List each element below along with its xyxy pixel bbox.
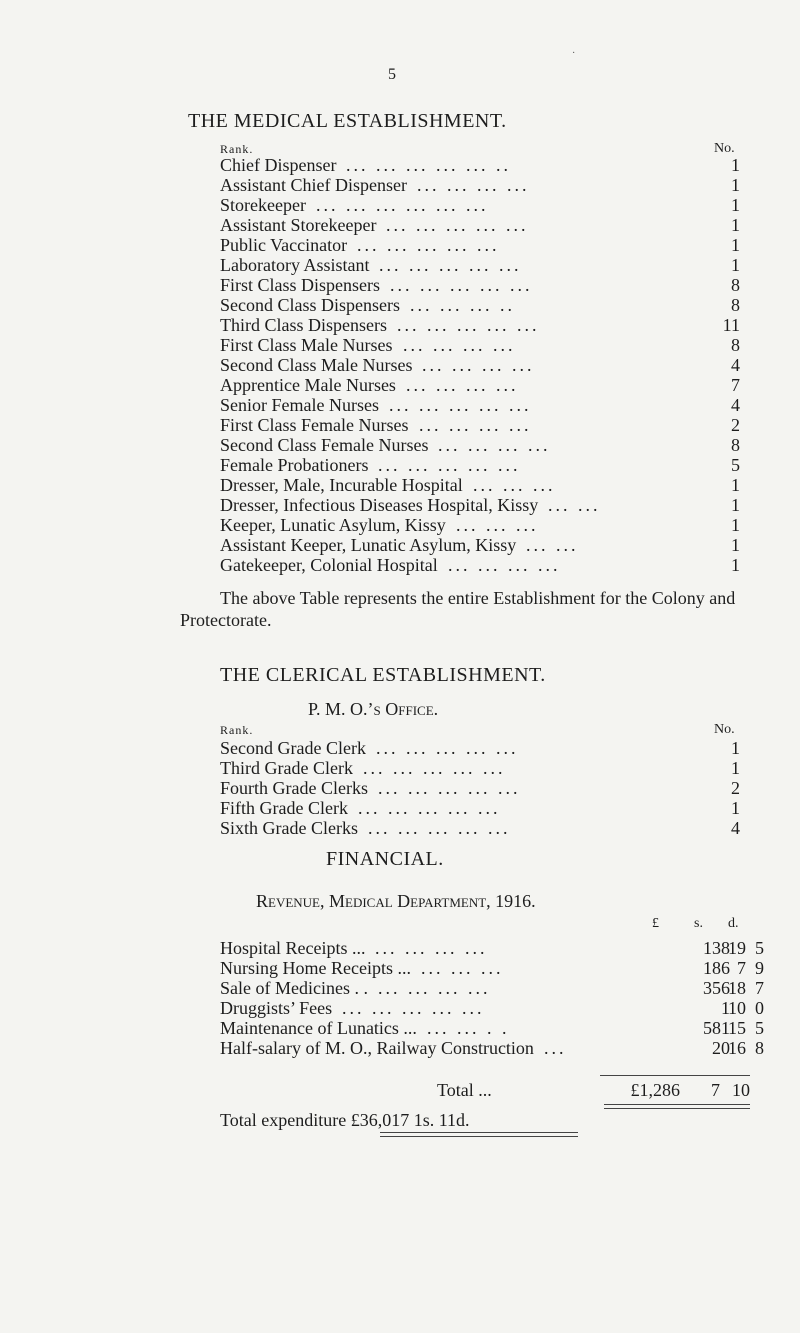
- medical-rank-label: Assistant Storekeeper: [220, 215, 377, 235]
- medical-leader-dots: ... ...: [526, 535, 579, 555]
- clerical-rank-label: Second Grade Clerk: [220, 738, 366, 758]
- medical-leader-dots: ... ... ... ... ...: [378, 455, 521, 475]
- clerical-leader-dots: ... ... ... ... ...: [376, 738, 519, 758]
- clerical-rank-label: Sixth Grade Clerks: [220, 818, 358, 838]
- medical-rank-label: Third Class Dispensers: [220, 315, 387, 335]
- revenue-pounds: 186: [703, 958, 730, 978]
- medical-leader-dots: ... ... ... ... ... ..: [346, 155, 511, 175]
- medical-count: 7: [731, 375, 740, 395]
- revenue-pounds: 581: [703, 1018, 730, 1038]
- medical-leader-dots: ... ...: [548, 495, 601, 515]
- revenue-pence: 9: [755, 958, 764, 978]
- revenue-shillings: 7: [737, 958, 746, 978]
- revenue-row: [220, 938, 764, 958]
- revenue-pounds: 1: [721, 998, 730, 1018]
- medical-row: [220, 315, 740, 335]
- shillings-header: s.: [694, 916, 703, 931]
- medical-leader-dots: ... ... ... ... ...: [390, 275, 533, 295]
- medical-count: 1: [731, 535, 740, 555]
- total-double-rule: [604, 1104, 750, 1109]
- medical-count: 8: [731, 295, 740, 315]
- medical-rank-label: Dresser, Male, Incurable Hospital: [220, 475, 463, 495]
- medical-rank-label: Gatekeeper, Colonial Hospital: [220, 555, 438, 575]
- clerical-rank-label: Fifth Grade Clerk: [220, 798, 348, 818]
- revenue-row: [220, 998, 764, 1018]
- medical-count: 1: [731, 155, 740, 175]
- total-pounds: £1,286: [630, 1080, 680, 1100]
- clerical-count: 1: [731, 798, 740, 818]
- revenue-row: [220, 978, 764, 998]
- clerical-row: [220, 818, 740, 838]
- medical-count: 4: [731, 395, 740, 415]
- revenue-shillings: 10: [728, 998, 746, 1018]
- medical-rank-label: Female Probationers: [220, 455, 369, 475]
- medical-leader-dots: ... ... ... ...: [448, 555, 561, 575]
- medical-leader-dots: ... ... ...: [456, 515, 539, 535]
- medical-row: [220, 215, 740, 235]
- medical-rank-label: Second Class Female Nurses: [220, 435, 429, 455]
- medical-leader-dots: ... ... ... ...: [403, 335, 516, 355]
- medical-count: 1: [731, 175, 740, 195]
- total-shillings: 7: [711, 1080, 720, 1100]
- page-number: 5: [388, 66, 396, 83]
- clerical-leader-dots: ... ... ... ... ...: [378, 778, 521, 798]
- clerical-leader-dots: ... ... ... ... ...: [363, 758, 506, 778]
- medical-count: 2: [731, 415, 740, 435]
- medical-row: [220, 515, 740, 535]
- revenue-pence: 0: [755, 998, 764, 1018]
- medical-count: 1: [731, 255, 740, 275]
- clerical-count: 2: [731, 778, 740, 798]
- clerical-rank-label: Third Grade Clerk: [220, 758, 353, 778]
- medical-rank-label: Assistant Chief Dispenser: [220, 175, 407, 195]
- medical-rank-label: Apprentice Male Nurses: [220, 375, 396, 395]
- medical-row: [220, 475, 740, 495]
- medical-rank-label: Public Vaccinator: [220, 235, 348, 255]
- medical-count: 8: [731, 335, 740, 355]
- medical-leader-dots: ... ... ... ...: [406, 375, 519, 395]
- revenue-item-label: Druggists’ Fees: [220, 998, 333, 1018]
- medical-count: 1: [731, 195, 740, 215]
- medical-rank-label: Storekeeper: [220, 195, 306, 215]
- medical-leader-dots: ... ... ... ...: [438, 435, 551, 455]
- clerical-subtitle: P. M. O.’s Office.: [308, 699, 439, 719]
- medical-leader-dots: ... ... ... ... ...: [386, 215, 529, 235]
- medical-count: 1: [731, 215, 740, 235]
- clerical-count: 1: [731, 738, 740, 758]
- clerical-title: THE CLERICAL ESTABLISHMENT.: [220, 664, 546, 686]
- medical-count: 1: [731, 515, 740, 535]
- medical-row: [220, 175, 740, 195]
- revenue-row: [220, 1018, 764, 1038]
- medical-rank-label: Keeper, Lunatic Asylum, Kissy: [220, 515, 446, 535]
- revenue-item-label: Sale of Medicines . .: [220, 978, 368, 998]
- page-speck: ·: [572, 48, 576, 59]
- financial-subtitle: Revenue, Medical Department, 1916.: [256, 891, 536, 911]
- medical-count: 8: [731, 435, 740, 455]
- revenue-pence: 8: [755, 1038, 764, 1058]
- medical-row: [220, 495, 740, 515]
- medical-rank-label: Second Class Dispensers: [220, 295, 400, 315]
- clerical-row: [220, 758, 740, 778]
- medical-row: [220, 415, 740, 435]
- medical-leader-dots: ... ... ... ... ...: [357, 235, 500, 255]
- medical-row: [220, 355, 740, 375]
- medical-count: 5: [731, 455, 740, 475]
- medical-leader-dots: ... ... ... ... ...: [397, 315, 540, 335]
- medical-rank-label: Chief Dispenser: [220, 155, 337, 175]
- revenue-pounds: 20: [712, 1038, 730, 1058]
- clerical-row: [220, 738, 740, 758]
- revenue-leader-dots: ... ... ... ...: [375, 938, 488, 958]
- revenue-row: [220, 958, 764, 978]
- revenue-shillings: 19: [728, 938, 746, 958]
- medical-row: [220, 155, 740, 175]
- medical-rank-header: Rank.: [220, 142, 254, 156]
- clerical-leader-dots: ... ... ... ... ...: [358, 798, 501, 818]
- clerical-rank-label: Fourth Grade Clerks: [220, 778, 368, 798]
- medical-row: [220, 295, 740, 315]
- revenue-leader-dots: ... ... ...: [421, 958, 504, 978]
- revenue-row: [220, 1038, 764, 1058]
- clerical-no-header: No.: [714, 722, 735, 737]
- revenue-leader-dots: ... ... ... ... ...: [342, 998, 485, 1018]
- revenue-shillings: 18: [728, 978, 746, 998]
- revenue-item-label: Hospital Receipts ...: [220, 938, 366, 958]
- revenue-pence: 7: [755, 978, 764, 998]
- medical-row: [220, 455, 740, 475]
- medical-leader-dots: ... ... ... ..: [410, 295, 515, 315]
- medical-row: [220, 235, 740, 255]
- medical-row: [220, 435, 740, 455]
- medical-rank-label: First Class Female Nurses: [220, 415, 409, 435]
- financial-title: FINANCIAL.: [326, 848, 444, 870]
- medical-title: THE MEDICAL ESTABLISHMENT.: [188, 110, 507, 132]
- revenue-leader-dots: ... ... . .: [427, 1018, 510, 1038]
- medical-note-line2: Protectorate.: [180, 610, 272, 630]
- clerical-count: 1: [731, 758, 740, 778]
- medical-rank-label: First Class Dispensers: [220, 275, 381, 295]
- revenue-pence: 5: [755, 938, 764, 958]
- medical-row: [220, 535, 740, 555]
- revenue-pounds: 356: [703, 978, 730, 998]
- revenue-item-label: Nursing Home Receipts ...: [220, 958, 411, 978]
- medical-row: [220, 255, 740, 275]
- revenue-shillings: 16: [728, 1038, 746, 1058]
- medical-rank-label: First Class Male Nurses: [220, 335, 393, 355]
- medical-row: [220, 375, 740, 395]
- medical-count: 1: [731, 495, 740, 515]
- clerical-row: [220, 778, 740, 798]
- medical-leader-dots: ... ... ... ... ... ...: [316, 195, 489, 215]
- revenue-item-label: Maintenance of Lunatics ...: [220, 1018, 417, 1038]
- medical-rank-label: Assistant Keeper, Lunatic Asylum, Kissy: [220, 535, 517, 555]
- medical-row: [220, 555, 740, 575]
- medical-rank-label: Dresser, Infectious Diseases Hospital, Kissy: [220, 495, 539, 515]
- pence-header: d.: [728, 916, 739, 931]
- medical-rank-label: Second Class Male Nurses: [220, 355, 413, 375]
- medical-count: 8: [731, 275, 740, 295]
- medical-rank-label: Senior Female Nurses: [220, 395, 379, 415]
- clerical-row: [220, 798, 740, 818]
- medical-leader-dots: ... ... ... ... ...: [389, 395, 532, 415]
- revenue-item-label: Half-salary of M. O., Railway Construction: [220, 1038, 534, 1058]
- medical-count: 1: [731, 235, 740, 255]
- clerical-rank-header: Rank.: [220, 723, 254, 737]
- medical-row: [220, 395, 740, 415]
- medical-note-line1: The above Table represents the entire Establishment for the Colony and: [220, 588, 736, 608]
- medical-row: [220, 195, 740, 215]
- medical-count: 1: [731, 555, 740, 575]
- revenue-leader-dots: ...: [544, 1038, 567, 1058]
- expenditure-double-rule: [380, 1132, 578, 1137]
- sum-rule: [600, 1075, 750, 1076]
- medical-count: 1: [731, 475, 740, 495]
- medical-count: 4: [731, 355, 740, 375]
- total-pence: 10: [732, 1080, 750, 1100]
- pounds-header: £: [652, 916, 659, 931]
- clerical-count: 4: [731, 818, 740, 838]
- clerical-leader-dots: ... ... ... ... ...: [368, 818, 511, 838]
- medical-leader-dots: ... ... ... ...: [422, 355, 535, 375]
- medical-row: [220, 335, 740, 355]
- revenue-leader-dots: ... ... ... ...: [378, 978, 491, 998]
- medical-leader-dots: ... ... ... ...: [419, 415, 532, 435]
- revenue-shillings: 15: [728, 1018, 746, 1038]
- revenue-pence: 5: [755, 1018, 764, 1038]
- revenue-pounds: 138: [703, 938, 730, 958]
- medical-no-header: No.: [714, 141, 735, 156]
- medical-leader-dots: ... ... ... ...: [417, 175, 530, 195]
- medical-row: [220, 275, 740, 295]
- total-expenditure: Total expenditure £36,017 1s. 11d.: [220, 1110, 470, 1130]
- medical-leader-dots: ... ... ...: [473, 475, 556, 495]
- medical-leader-dots: ... ... ... ... ...: [379, 255, 522, 275]
- medical-rank-label: Laboratory Assistant: [220, 255, 370, 275]
- medical-count: 11: [722, 315, 740, 335]
- total-label: Total ...: [437, 1080, 492, 1100]
